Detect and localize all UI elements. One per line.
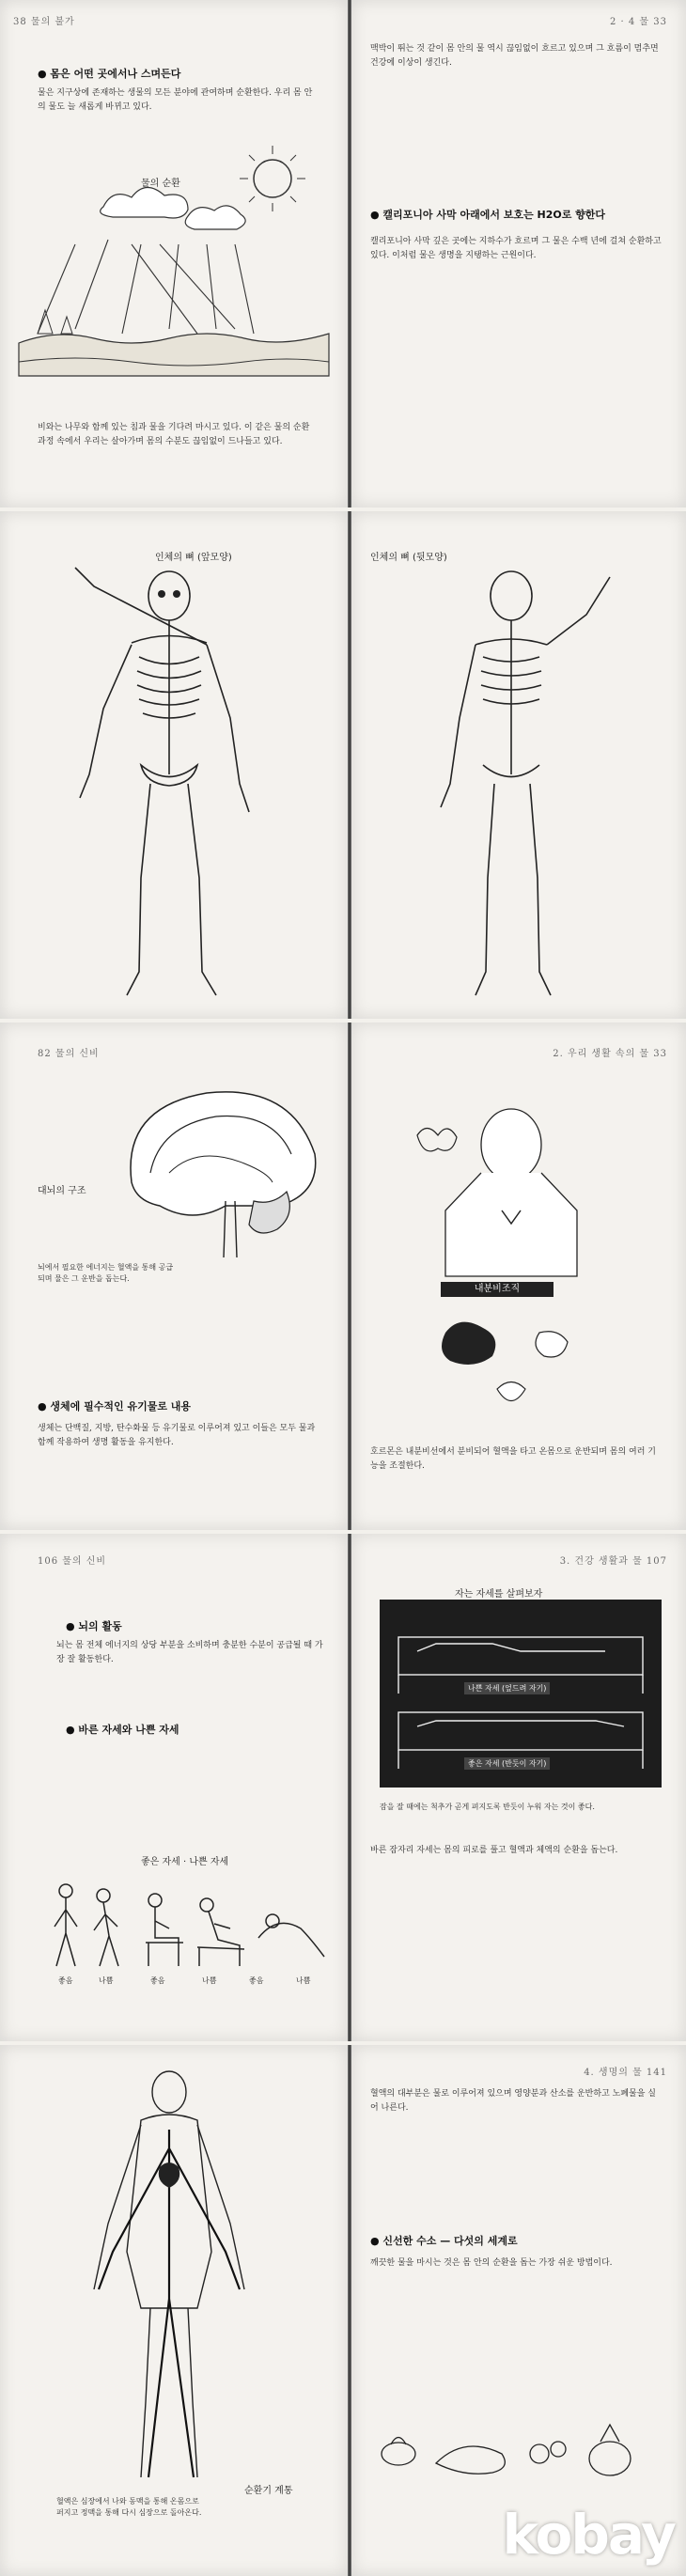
body-text: 뇌는 몸 전체 에너지의 상당 부분을 소비하며 충분한 수분이 공급될 때 가장 잘 활동한다. bbox=[56, 1641, 323, 1664]
running-head: 2. 우리 생활 속의 물 33 bbox=[553, 1049, 667, 1059]
section-heading: ● 생체에 필수적인 유기물로 내용 bbox=[38, 1400, 192, 1413]
section-heading: ● 캘리포니아 사막 아래에서 보호는 H2O로 향한다 bbox=[370, 209, 606, 221]
section-heading: ● 신선한 수소 — 다섯의 세계로 bbox=[370, 2235, 518, 2247]
figure-label: 대뇌의 구조 bbox=[38, 1186, 86, 1196]
figure-caption: 뇌에서 필요한 에너지는 혈액을 통해 공급되며 물은 그 운반을 돕는다. bbox=[38, 1263, 174, 1283]
photo-spread-2 bbox=[0, 511, 686, 1019]
photo-spread-1 bbox=[0, 0, 686, 507]
bed-label: 좋은 자세 (반듯이 자기) bbox=[464, 1757, 550, 1770]
figure-title: 자는 자세를 살펴보자 bbox=[455, 1589, 543, 1600]
photo-spread-4 bbox=[0, 1534, 686, 2041]
page-left bbox=[0, 1534, 348, 2041]
pose-label: 좋음 bbox=[150, 1976, 165, 1985]
figure-label: 내분비조직 bbox=[441, 1282, 553, 1297]
body-text: 물은 지구상에 존재하는 생물의 모든 분야에 관여하며 순환한다. 우리 몸 안의 물도 늘 새롭게 바뀌고 있다. bbox=[38, 88, 313, 112]
page-left bbox=[0, 511, 348, 1019]
body-text: 호르몬은 내분비선에서 분비되어 혈액을 타고 온몸으로 운반되며 몸의 여러 기능을 조절한다. bbox=[370, 1447, 656, 1471]
sleeping-posture-figure bbox=[380, 1600, 662, 1788]
watermark-logo: kobay bbox=[502, 2503, 675, 2567]
running-head: 2 · 4 물 33 bbox=[609, 17, 667, 27]
page-right bbox=[351, 1534, 686, 2041]
photo-spread-5 bbox=[0, 2045, 686, 2576]
figure-title: 인체의 뼈 (뒷모양) bbox=[370, 553, 447, 563]
circulatory-system-illustration bbox=[56, 2064, 282, 2496]
body-text: 캘리포니아 사막 깊은 곳에는 지하수가 흐르며 그 물은 수백 년에 걸쳐 순환하고 있다. 이처럼 물은 생명을 지탱하는 근원이다. bbox=[370, 237, 662, 260]
running-head: 3. 건강 생활과 물 107 bbox=[559, 1556, 667, 1567]
pose-label: 나쁨 bbox=[99, 1976, 114, 1985]
page-right bbox=[351, 0, 686, 507]
section-heading: ● 뇌의 활동 bbox=[66, 1620, 122, 1632]
skeleton-front-illustration bbox=[38, 558, 282, 1009]
figure-caption: 물의 순환 bbox=[141, 179, 180, 189]
body-text: 생체는 단백질, 지방, 탄수화물 등 유기물로 이루어져 있고 이들은 모두 물과 함께 작용하여 생명 활동을 유지한다. bbox=[38, 1424, 316, 1447]
pose-label: 좋음 bbox=[58, 1976, 73, 1985]
running-head: 82 물의 신비 bbox=[38, 1049, 100, 1059]
figure-caption: 혈액은 심장에서 나와 동맥을 통해 온몸으로 퍼지고 정맥을 통해 다시 심장으로 돌아온다. bbox=[56, 2497, 202, 2517]
posture-figures-illustration bbox=[47, 1872, 329, 1975]
figure-caption: 잠을 잘 때에는 척추가 곧게 펴지도록 반듯이 누워 자는 것이 좋다. bbox=[380, 1803, 595, 1811]
brain-cross-section-illustration bbox=[113, 1079, 329, 1257]
section-heading: ● 몸은 어떤 곳에서나 스며든다 bbox=[38, 68, 181, 80]
figure-title: 인체의 뼈 (앞모양) bbox=[155, 553, 232, 563]
food-illustration bbox=[370, 2412, 652, 2487]
page-right bbox=[351, 511, 686, 1019]
running-head: 4. 생명의 물 141 bbox=[584, 2068, 667, 2078]
running-head: 38 물의 불가 bbox=[13, 17, 75, 27]
pose-label: 나쁨 bbox=[296, 1976, 311, 1985]
page-left bbox=[0, 0, 348, 507]
water-cycle-diagram bbox=[19, 141, 329, 385]
skeleton-back-illustration bbox=[389, 558, 633, 1009]
bed-label: 나쁜 자세 (엎드려 자기) bbox=[464, 1682, 550, 1694]
body-text: 혈액의 대부분은 물로 이루어져 있으며 영양분과 산소를 운반하고 노폐물을 실어 나른다. bbox=[370, 2089, 656, 2113]
page-left bbox=[0, 1023, 348, 1530]
pose-label: 나쁨 bbox=[202, 1976, 217, 1985]
body-text: 맥박이 뛰는 것 같이 몸 안의 물 역시 끊임없이 흐르고 있으며 그 흐름이 멈추면 건강에 이상이 생긴다. bbox=[370, 44, 659, 68]
endocrine-system-illustration bbox=[389, 1107, 633, 1417]
figure-caption: 좋은 자세 · 나쁜 자세 bbox=[141, 1857, 229, 1867]
figure-caption: 순환기 계통 bbox=[244, 2486, 293, 2496]
running-head: 106 물의 신비 bbox=[38, 1556, 107, 1567]
body-text: 깨끗한 물을 마시는 것은 몸 안의 순환을 돕는 가장 쉬운 방법이다. bbox=[370, 2258, 613, 2268]
page-right bbox=[351, 2045, 686, 2576]
page-left bbox=[0, 2045, 348, 2576]
page-right bbox=[351, 1023, 686, 1530]
photo-spread-3 bbox=[0, 1023, 686, 1530]
section-heading: ● 바른 자세와 나쁜 자세 bbox=[66, 1724, 179, 1736]
pose-label: 좋음 bbox=[249, 1976, 264, 1985]
body-text: 비와는 나무와 함께 있는 침과 물을 기다려 마시고 있다. 이 같은 물의 순환 과정 속에서 우리는 살아가며 몸의 수분도 끊임없이 드나들고 있다. bbox=[38, 423, 310, 446]
body-text: 바른 잠자리 자세는 몸의 피로를 풀고 혈액과 체액의 순환을 돕는다. bbox=[370, 1846, 618, 1855]
